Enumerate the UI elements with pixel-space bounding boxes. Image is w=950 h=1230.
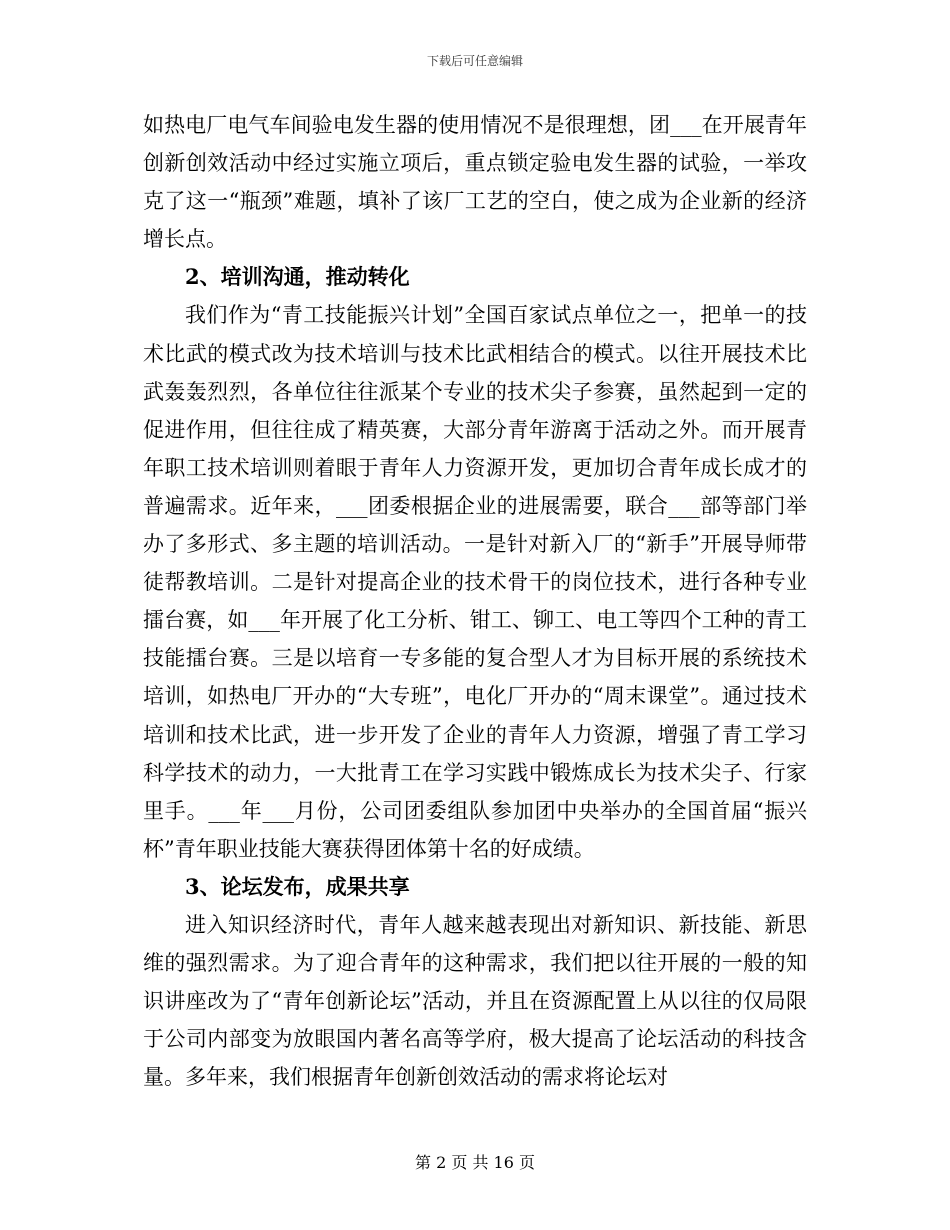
paragraph-continuation: 如热电厂电气车间验电发生器的使用情况不是很理想，团___在开展青年创新创效活动中经过实施立项后，重点锁定验电发生器的试验，一举攻克了这一“瓶颈”难题，填补了该厂工艺的空白，使之成为企业新的经济增长点。 — [143, 113, 807, 252]
paragraph-training: 我们作为“青工技能振兴计划”全国百家试点单位之一，把单一的技术比武的模式改为技术培训与技术比武相结合的模式。以往开展技术比武轰轰烈烈，各单位往往派某个专业的技术尖子参赛，虽然起到一定的促进作用，但往往成了精英赛，大部分青年游离于活动之外。而开展青年职工技术培训则着眼于青年人力资源开发，更加切合青年成长成才的普遍需求。近年来，___团委根据企业的进展需要，联合___部等部门举办了多形式、多主题的培训活动。一是针对新入厂的“新手”开展导师带徒帮教培训。二是针对提高企业的技术骨干的岗位技术，进行各种专业擂台赛，如___年开展了化工分析、钳工、铆工、电工等四个工种的青工技能擂台赛。三是以培育一专多能的复合型人才为目标开展的系统技术培训，如热电厂开办的“大专班”，电化厂开办的“周末课堂”。通过技术培训和技术比武，进一步开发了企业的青年人力资源，增强了青工学习科学技术的动力，一大批青工在学习实践中锻炼成长为技术尖子、行家里手。___年___月份，公司团委组队参加团中央举办的全国首届“振兴杯”青年职业技能大赛获得团体第十名的好成绩。 — [143, 303, 807, 861]
section-heading-2: 2、培训沟通，推动转化 — [185, 264, 410, 290]
page-number: 第 2 页 共 16 页 — [415, 1153, 535, 1172]
document-body — [143, 106, 807, 1096]
page-header: 下载后可任意编辑 — [426, 54, 523, 68]
paragraph-forum: 进入知识经济时代，青年人越来越表现出对新知识、新技能、新思维的强烈需求。为了迎合青年的这种需求，我们把以往开展的一般的知识讲座改为了“青年创新论坛”活动，并且在资源配置上从以往的仅局限于公司内部变为放眼国内著名高等学府，极大提高了论坛活动的科技含量。多年来，我们根据青年创新创效活动的需求将论坛对 — [143, 912, 807, 1090]
section-heading-3: 3、论坛发布，成果共享 — [185, 873, 410, 899]
